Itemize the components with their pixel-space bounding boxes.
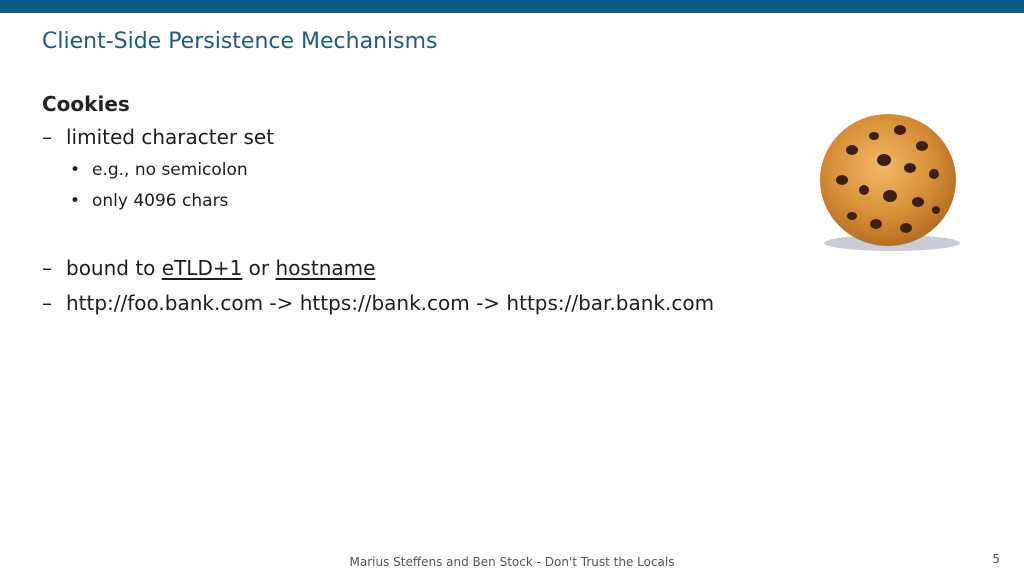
point-limited-charset: [42, 125, 274, 149]
etld-link[interactable]: eTLD+1: [161, 256, 243, 280]
point-text: http://foo.bank.com -> https://bank.com -> https://bar.bank.com: [66, 291, 715, 315]
sub-bullet-text: only 4096 chars: [92, 191, 229, 211]
point-text: limited character set: [66, 125, 275, 149]
hostname-link[interactable]: hostname: [275, 256, 376, 280]
bullet-marker: •: [70, 160, 81, 180]
point-text-middle: or: [242, 256, 276, 280]
point-bound-to: [42, 256, 375, 280]
dash-marker: –: [42, 291, 52, 315]
page-number: 5: [992, 552, 1000, 566]
dash-marker: –: [42, 125, 52, 149]
section-heading: Cookies: [42, 92, 130, 116]
point-url-example: [42, 291, 714, 315]
sub-bullet-semicolon: [70, 160, 248, 180]
footer-credit: Marius Steffens and Ben Stock - Don't Trust the Locals: [349, 555, 675, 569]
sub-bullet-chars: [70, 191, 228, 211]
top-accent-bar: [0, 0, 1024, 13]
slide-title: Client-Side Persistence Mechanisms: [42, 29, 438, 54]
bullet-marker: •: [70, 191, 81, 211]
dash-marker: –: [42, 256, 52, 280]
cookie-icon: [812, 110, 962, 260]
point-text-prefix: bound to: [66, 256, 162, 280]
sub-bullet-text: e.g., no semicolon: [92, 160, 248, 180]
